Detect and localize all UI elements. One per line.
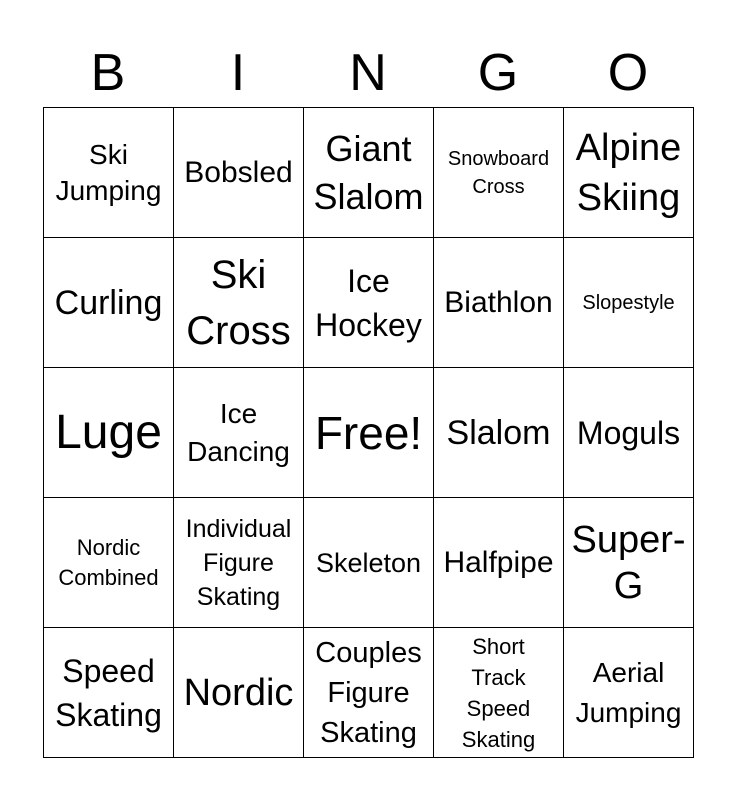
bingo-cell[interactable]	[304, 108, 434, 238]
bingo-cell[interactable]	[304, 498, 434, 628]
cell-label: Super- G	[571, 518, 686, 607]
header-letter-b: B	[90, 44, 126, 102]
bingo-header	[43, 40, 693, 106]
bingo-cell[interactable]	[564, 238, 694, 368]
cell-label: Ice Hockey	[315, 262, 422, 343]
bingo-cell[interactable]	[564, 498, 694, 628]
cell-label: Speed Skating	[55, 652, 162, 733]
header-letter-g: G	[477, 44, 519, 102]
bingo-cell[interactable]	[44, 628, 174, 758]
bingo-cell[interactable]	[174, 498, 304, 628]
cell-label: Couples Figure Skating	[315, 636, 422, 749]
header-letter-n: N	[349, 44, 387, 102]
header-letter-o: O	[607, 44, 649, 102]
cell-label: Biathlon	[444, 285, 553, 319]
free-space-cell[interactable]	[304, 368, 434, 498]
cell-label: Alpine Skiing	[575, 126, 682, 219]
cell-label: Curling	[54, 283, 163, 322]
bingo-cell[interactable]	[564, 108, 694, 238]
cell-label: Giant Slalom	[313, 127, 424, 217]
header-letter-i: I	[230, 44, 246, 102]
cell-label: Individual Figure Skating	[185, 514, 292, 611]
bingo-cell[interactable]	[44, 108, 174, 238]
cell-label: Skeleton	[315, 547, 422, 578]
bingo-card-grid	[43, 107, 694, 758]
bingo-cell[interactable]	[304, 628, 434, 758]
cell-label: Ski Cross	[186, 252, 291, 353]
bingo-cell[interactable]	[434, 238, 564, 368]
cell-label: Nordic	[183, 671, 294, 714]
free-space-label: Free!	[314, 406, 423, 459]
cell-label: Luge	[55, 405, 162, 459]
bingo-cell[interactable]	[174, 628, 304, 758]
bingo-cell[interactable]	[434, 498, 564, 628]
bingo-cell[interactable]	[44, 238, 174, 368]
cell-label: Ski Jumping	[55, 138, 162, 206]
bingo-cell[interactable]	[434, 628, 564, 758]
bingo-cell[interactable]	[174, 368, 304, 498]
cell-label: Halfpipe	[443, 545, 554, 579]
cell-label: Bobsled	[184, 155, 293, 189]
cell-label: Slalom	[446, 413, 551, 452]
bingo-cell[interactable]	[44, 498, 174, 628]
bingo-cell[interactable]	[174, 238, 304, 368]
bingo-cell[interactable]	[564, 368, 694, 498]
bingo-cell[interactable]	[174, 108, 304, 238]
bingo-cell[interactable]	[304, 238, 434, 368]
cell-label: Aerial Jumping	[575, 656, 682, 728]
cell-label: Short Track Speed Skating	[461, 633, 536, 752]
cell-label: Ice Dancing	[187, 397, 290, 467]
cell-label: Nordic Combined	[58, 534, 159, 590]
cell-label: Moguls	[576, 414, 681, 451]
bingo-cell[interactable]	[564, 628, 694, 758]
cell-label: Slopestyle	[582, 291, 675, 314]
bingo-cell[interactable]	[44, 368, 174, 498]
cell-label: Snowboard Cross	[447, 147, 550, 198]
bingo-cell[interactable]	[434, 108, 564, 238]
bingo-cell[interactable]	[434, 368, 564, 498]
